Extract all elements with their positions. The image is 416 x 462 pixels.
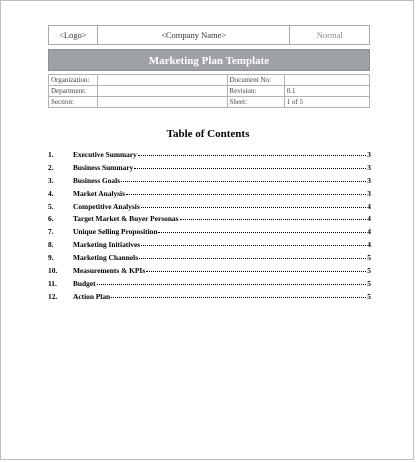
sheet-label: Sheet: (227, 97, 284, 108)
toc-entry[interactable] (48, 266, 371, 279)
sheet-value: 1 of 5 (284, 97, 369, 108)
toc-entry-page: 5 (367, 266, 371, 276)
toc-entry[interactable] (48, 202, 371, 215)
toc-dot-leader (139, 258, 366, 259)
toc-dot-leader (121, 181, 366, 182)
toc-entry-page: 4 (367, 214, 371, 224)
toc-entry-number: 2. (48, 162, 54, 172)
table-of-contents (48, 150, 371, 305)
toc-entry[interactable] (48, 150, 371, 163)
toc-entry-number: 10. (48, 266, 58, 276)
toc-entry[interactable] (48, 227, 371, 240)
toc-entry-title: Marketing Channels (73, 253, 139, 263)
toc-entry-number: 9. (48, 253, 54, 263)
document-status: Normal (290, 26, 370, 45)
toc-entry-number: 7. (48, 227, 54, 237)
toc-entry-number: 8. (48, 240, 54, 250)
toc-entry[interactable] (48, 253, 371, 266)
toc-entry-title: Action Plan (73, 291, 111, 301)
toc-entry-page: 4 (367, 227, 371, 237)
toc-entry[interactable] (48, 214, 371, 227)
toc-entry-title: Measurements & KPIs (73, 266, 146, 276)
toc-entry-number: 4. (48, 188, 54, 198)
toc-entry-title: Budget (73, 278, 96, 288)
toc-entry-number: 12. (48, 291, 58, 301)
organization-value (98, 75, 227, 86)
toc-entry-title: Business Summary (73, 162, 134, 172)
toc-entry-page: 4 (367, 240, 371, 250)
toc-entry-number: 6. (48, 214, 54, 224)
toc-entry-page: 5 (367, 278, 371, 288)
toc-dot-leader (141, 245, 366, 246)
toc-entry[interactable] (48, 163, 371, 176)
section-label: Section: (49, 97, 98, 108)
toc-dot-leader (180, 219, 367, 220)
organization-label: Organization: (49, 75, 98, 86)
toc-entry-page: 3 (367, 162, 371, 172)
revision-value: 0.1 (284, 86, 369, 97)
document-no-value (284, 75, 369, 86)
toc-entry-page: 3 (367, 188, 371, 198)
logo-placeholder: <Logo> (49, 26, 98, 45)
toc-entry[interactable] (48, 189, 371, 202)
toc-dot-leader (134, 168, 366, 169)
document-no-label: Document No: (227, 75, 284, 86)
toc-entry-page: 5 (367, 291, 371, 301)
toc-entry-page: 3 (367, 150, 371, 159)
toc-entry-title: Business Goals (73, 175, 121, 185)
toc-entry-number: 5. (48, 201, 54, 211)
toc-entry-title: Executive Summary (73, 150, 137, 159)
toc-entry[interactable] (48, 240, 371, 253)
toc-dot-leader (111, 297, 366, 298)
document-title: Marketing Plan Template (48, 49, 370, 71)
toc-entry-title: Unique Selling Proposition (73, 227, 158, 237)
toc-dot-leader (138, 155, 366, 156)
toc-dot-leader (158, 232, 366, 233)
toc-dot-leader (146, 271, 366, 272)
department-value (98, 86, 227, 97)
document-header (48, 25, 370, 45)
section-value (98, 97, 227, 108)
toc-entry-number: 1. (48, 150, 54, 159)
toc-entry[interactable] (48, 176, 371, 189)
toc-entry-page: 3 (367, 175, 371, 185)
revision-label: Revision: (227, 86, 284, 97)
toc-entry[interactable] (48, 279, 371, 292)
toc-entry[interactable] (48, 292, 371, 305)
toc-entry-title: Marketing Initiatives (73, 240, 141, 250)
toc-entry-title: Market Analysis (73, 188, 125, 198)
toc-entry-page: 5 (367, 253, 371, 263)
toc-entry-title: Target Market & Buyer Personas (73, 214, 179, 224)
toc-dot-leader (141, 207, 367, 208)
toc-entry-title: Competitive Analysis (73, 201, 140, 211)
toc-heading: Table of Contents (166, 128, 250, 140)
toc-entry-number: 3. (48, 175, 54, 185)
toc-dot-leader (126, 194, 366, 195)
company-name: <Company Name> (97, 26, 290, 45)
document-info-table (48, 74, 370, 108)
toc-dot-leader (97, 284, 367, 285)
department-label: Department: (49, 86, 98, 97)
toc-entry-page: 4 (367, 201, 371, 211)
toc-entry-number: 11. (48, 278, 57, 288)
